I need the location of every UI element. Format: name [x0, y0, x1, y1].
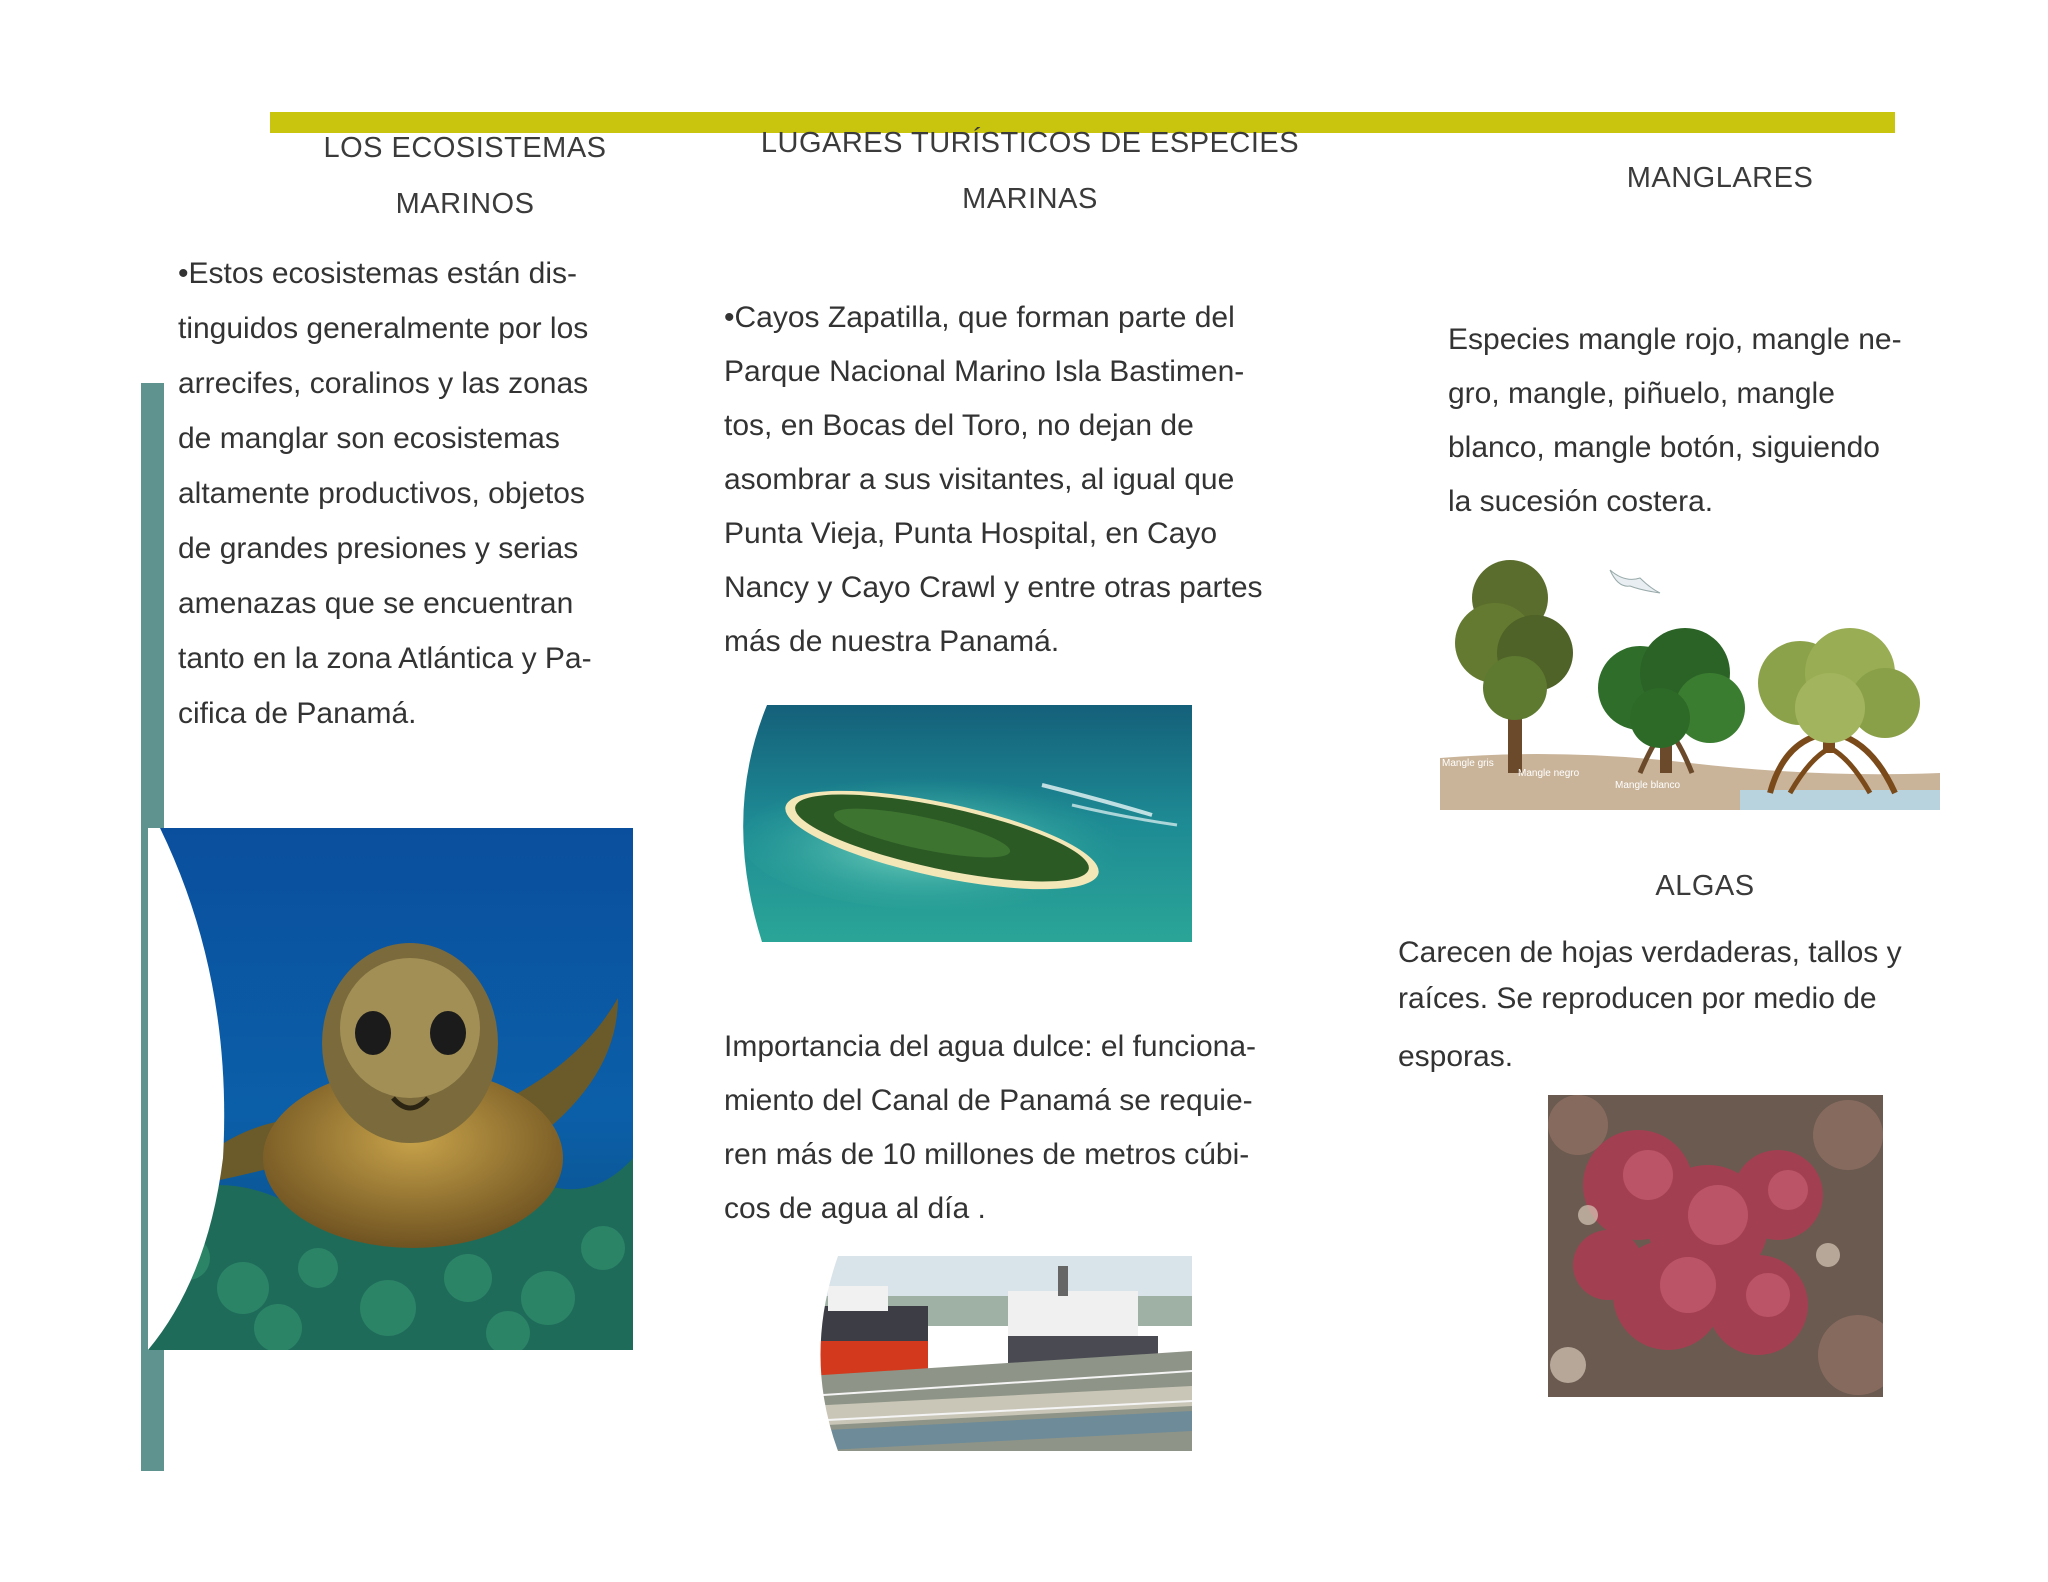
paragraph-line: cos de agua al día . [724, 1192, 986, 1225]
paragraph-line: esporas. [1398, 1040, 1514, 1073]
ecosystems-heading [300, 120, 630, 232]
red-algae-image [1548, 1095, 1883, 1397]
paragraph-line: Nancy y Cayo Crawl y entre otras partes [724, 571, 1263, 604]
paragraph-line: la sucesión costera. [1448, 485, 1714, 518]
mangroves-paragraph [1448, 313, 1968, 529]
mangrove-label: Mangle negro [1518, 768, 1580, 779]
paragraph-line: Punta Vieja, Punta Hospital, en Cayo [724, 517, 1218, 550]
panama-canal-image [808, 1256, 1192, 1451]
paragraph-line: cifica de Panamá. [178, 697, 417, 730]
paragraph-line: Carecen de hojas verdaderas, tallos y [1398, 936, 1902, 969]
paragraph-line: gro, mangle, piñuelo, mangle [1448, 377, 1835, 410]
heading-line: MARINOS [395, 188, 535, 220]
heading-line: LOS ECOSISTEMAS [323, 132, 607, 164]
paragraph-line: arrecifes, coralinos y las zonas [178, 367, 589, 400]
tourist-places-paragraph [724, 291, 1324, 669]
paragraph-line: de manglar son ecosistemas [178, 422, 560, 455]
mangrove-label: Mangle blanco [1615, 780, 1681, 791]
paragraph-line: más de nuestra Panamá. [724, 625, 1060, 658]
paragraph-line: ren más de 10 millones de metros cúbi- [724, 1138, 1250, 1171]
paragraph-line: amenazas que se encuentran [178, 587, 574, 620]
algae-paragraph [1398, 930, 1998, 1080]
mangrove-label: Mangle gris [1442, 758, 1494, 769]
sea-turtle-image [148, 828, 633, 1350]
paragraph-line: de grandes presiones y serias [178, 532, 579, 565]
paragraph-line: miento del Canal de Panamá se requie- [724, 1084, 1253, 1117]
paragraph-line: tanto en la zona Atlántica y Pa- [178, 642, 592, 675]
paragraph-line: •Estos ecosistemas están dis- [178, 257, 577, 290]
paragraph-line: blanco, mangle botón, siguiendo [1448, 431, 1880, 464]
paragraph-line: •Cayos Zapatilla, que forman parte del [724, 301, 1235, 334]
mangroves-heading: MANGLARES [1626, 162, 1814, 194]
paragraph-line: altamente productivos, objetos [178, 477, 585, 510]
mangrove-illustration [1440, 558, 1940, 810]
paragraph-line: Especies mangle rojo, mangle ne- [1448, 323, 1902, 356]
paragraph-line: tos, en Bocas del Toro, no dejan de [724, 409, 1194, 442]
tourist-places-heading [760, 115, 1300, 227]
heading-line: MARINAS [962, 183, 1098, 215]
fresh-water-paragraph [724, 1020, 1344, 1236]
paragraph-line: raíces. Se reproducen por medio de [1398, 982, 1877, 1015]
paragraph-line: Parque Nacional Marino Isla Bastimen- [724, 355, 1245, 388]
ecosystems-paragraph [178, 246, 648, 741]
heading-line: LUGARES TURÍSTICOS DE ESPECIES [760, 127, 1300, 159]
paragraph-line: tinguidos generalmente por los [178, 312, 589, 345]
algae-heading: ALGAS [1655, 870, 1755, 902]
paragraph-line: Importancia del agua dulce: el funciona- [724, 1030, 1257, 1063]
paragraph-line: asombrar a sus visitantes, al igual que [724, 463, 1235, 496]
island-aerial-image [722, 705, 1192, 942]
